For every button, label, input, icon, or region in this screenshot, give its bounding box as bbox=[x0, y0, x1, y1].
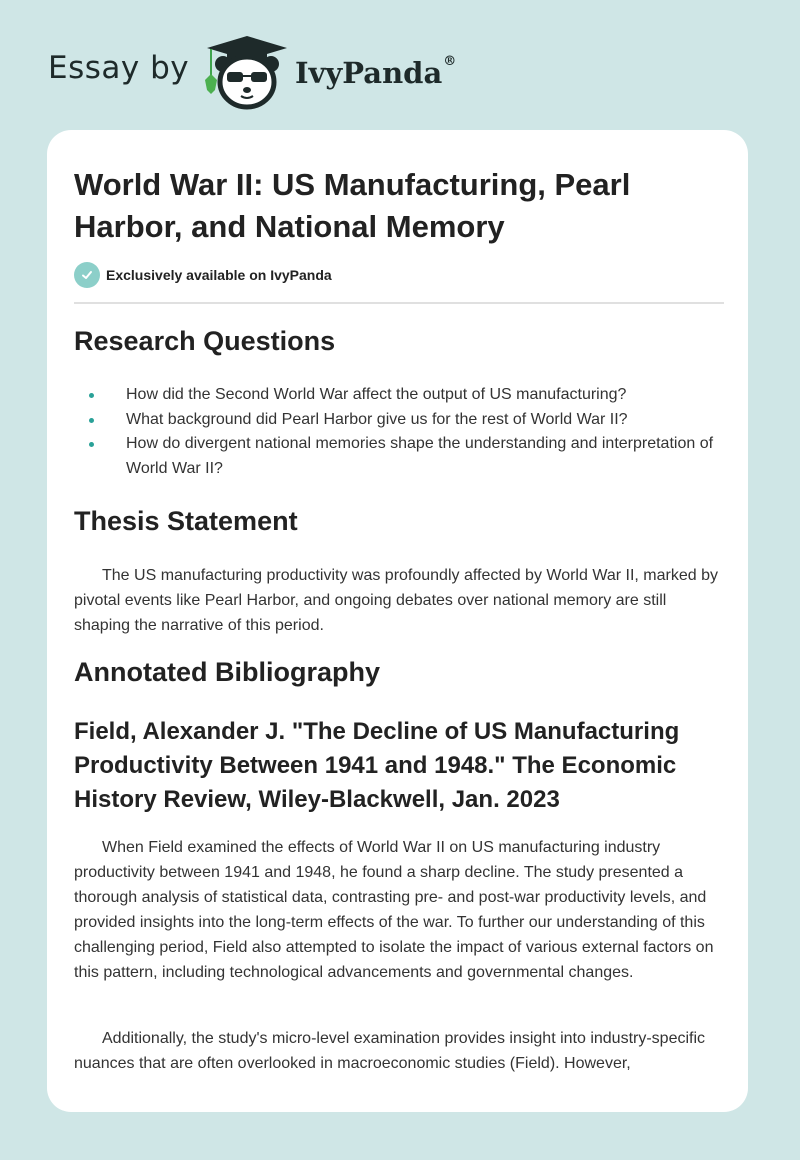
bibliography-entry-title: Field, Alexander J. "The Decline of US Manufacturing Productivity Between 1941 and 1948." The Economic History Review, Wiley-Blackwell, Jan. 2023 bbox=[74, 718, 680, 813]
list-item-text: What background did Pearl Harbor give us for the rest of World War II? bbox=[126, 410, 628, 428]
section-heading-research-questions: Research Questions bbox=[74, 326, 336, 356]
bibliography-paragraph: When Field examined the effects of World War II on US manufacturing industry productivity between 1941 and 1948, he found a sharp decline. The study presented a thorough analysis of statistical data, contrasting pre- and post-war productivity levels, and provided insights into the long-term effects of the war. To further our understanding of this challenging period, Field also attempted to isolate the impact of various external factors on this pattern, including technological advancements and governmental changes. bbox=[74, 839, 714, 981]
section-heading-thesis-statement: Thesis Statement bbox=[74, 506, 298, 536]
brand-name[interactable] bbox=[295, 56, 456, 90]
bullet-icon bbox=[89, 393, 94, 398]
exclusive-label: Exclusively available on IvyPanda bbox=[106, 267, 332, 283]
thesis-paragraph: The US manufacturing productivity was profoundly affected by World War II, marked by pivotal events like Pearl Harbor, and ongoing debates over national memory are still shaping the narrative of this period. bbox=[74, 567, 718, 634]
divider bbox=[74, 302, 724, 304]
bullet-icon bbox=[89, 442, 94, 447]
exclusive-badge bbox=[74, 262, 332, 288]
essay-card bbox=[47, 130, 748, 1112]
essay-title: World War II: US Manufacturing, Pearl Harbor, and National Memory bbox=[74, 167, 631, 244]
list-item bbox=[74, 383, 724, 408]
research-questions-list bbox=[74, 383, 724, 481]
list-item-text: How did the Second World War affect the output of US manufacturing? bbox=[126, 386, 627, 403]
list-item-text: How do divergent national memories shape the understanding and interpretation of World War II? bbox=[126, 435, 714, 477]
brand-text: IvyPanda bbox=[295, 56, 443, 90]
list-item bbox=[74, 408, 724, 433]
bullet-icon bbox=[89, 418, 94, 423]
check-circle-icon bbox=[74, 262, 100, 288]
section-heading-annotated-bibliography: Annotated Bibliography bbox=[74, 657, 380, 687]
essay-by-label: Essay by bbox=[48, 50, 190, 86]
list-item bbox=[74, 432, 724, 481]
site-header bbox=[0, 0, 800, 130]
panda-graduate-icon bbox=[203, 34, 291, 110]
registered-mark: ® bbox=[443, 54, 457, 69]
bibliography-paragraph: Additionally, the study's micro-level examination provides insight into industry-specific nuances that are often overlooked in macroeconomic studies (Field). However, bbox=[74, 1030, 706, 1072]
